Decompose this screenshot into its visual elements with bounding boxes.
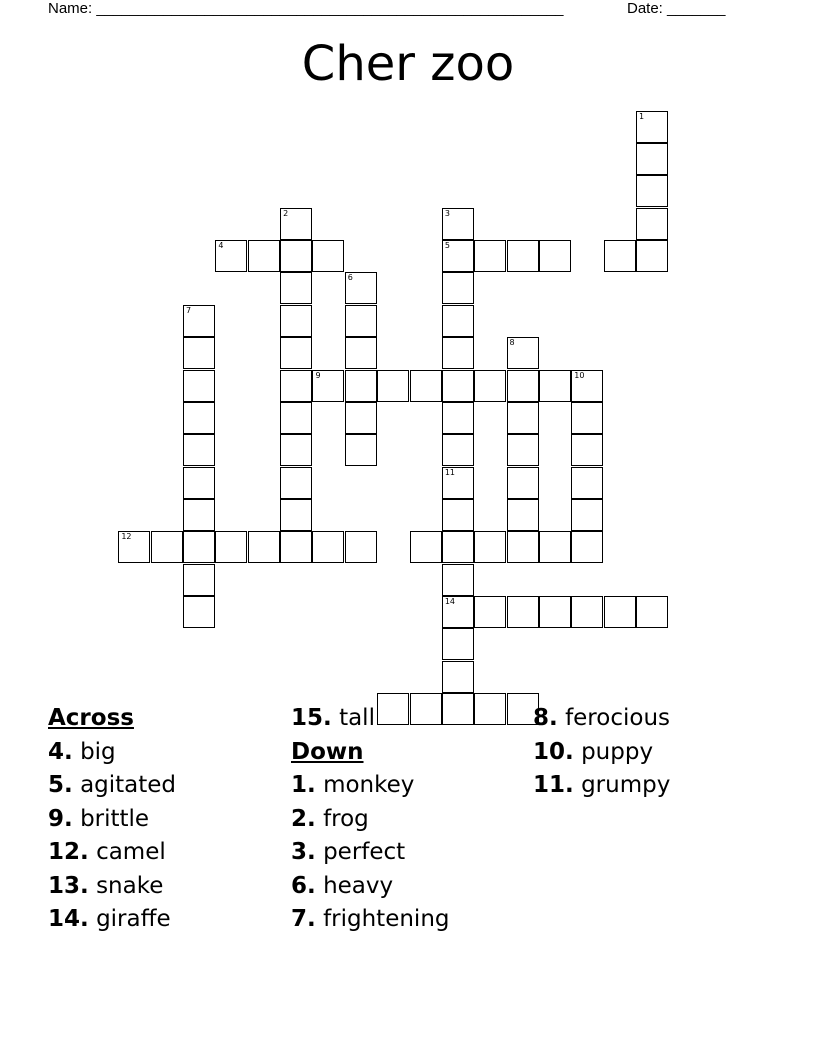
clue-number-label: 3 [444, 208, 450, 218]
crossword-cell [636, 175, 668, 207]
crossword-cell [442, 628, 474, 660]
clue-item [48, 903, 176, 937]
crossword-cell [151, 531, 183, 563]
page-title: Cher zoo [301, 36, 515, 92]
clue-item [291, 769, 450, 803]
clue-text: brittle [80, 805, 150, 832]
crossword-cell [507, 467, 539, 499]
crossword-cell [345, 531, 377, 563]
clue-item [291, 836, 450, 870]
crossword-cell [345, 272, 377, 304]
clue-text: grumpy [581, 772, 671, 798]
crossword-cell [280, 402, 312, 434]
clue-text: tall [339, 705, 375, 731]
crossword-cell [183, 531, 215, 563]
clue-text: big [80, 738, 116, 765]
crossword-cell [571, 402, 603, 434]
crossword-cell [248, 240, 280, 272]
crossword-cell [604, 240, 636, 272]
crossword-cell [474, 693, 506, 725]
clue-number: 1. [291, 772, 316, 798]
crossword-cell [312, 370, 344, 402]
clue-number: 4. [48, 738, 73, 765]
clue-text: camel [96, 839, 166, 865]
crossword-cell [183, 564, 215, 596]
across-heading: Across [48, 705, 134, 731]
crossword-cell [571, 434, 603, 466]
clue-number-label: 14 [444, 596, 456, 606]
clue-text: monkey [323, 772, 415, 798]
crossword-cell [539, 596, 571, 628]
clue-number-label: 2 [283, 208, 289, 218]
crossword-cell [442, 596, 474, 628]
clue-text: heavy [323, 872, 394, 899]
crossword-cell [636, 596, 668, 628]
crossword-cell [280, 370, 312, 402]
clue-number-label: 8 [509, 338, 515, 348]
clue-text: ferocious [565, 705, 670, 731]
crossword-cell [442, 499, 474, 531]
clue-number-label: 12 [121, 532, 132, 542]
crossword-cell [507, 240, 539, 272]
crossword-cell [183, 337, 215, 369]
crossword-cell [442, 337, 474, 369]
clue-text: puppy [581, 738, 654, 765]
crossword-cell [345, 305, 377, 337]
clue-number-label: 9 [315, 370, 321, 380]
crossword-cell [507, 434, 539, 466]
clue-number: 8. [533, 705, 558, 731]
crossword-cell [280, 272, 312, 304]
crossword-cell [507, 370, 539, 402]
clue-number: 7. [291, 906, 316, 932]
clue-text: agitated [80, 772, 177, 798]
crossword-cell [345, 434, 377, 466]
crossword-cell [474, 531, 506, 563]
clue-number: 6. [291, 872, 316, 899]
crossword-cell [183, 434, 215, 466]
clue-number-label: 4 [218, 241, 224, 251]
clue-number: 15. [291, 705, 332, 731]
clue-number: 12. [48, 839, 89, 865]
clue-item [48, 870, 176, 904]
clue-number: 3. [291, 839, 316, 865]
clue-column-1 [48, 702, 176, 937]
clue-text: frightening [323, 906, 450, 932]
clue-text: frog [323, 805, 369, 832]
crossword-cell [183, 596, 215, 628]
crossword-cell [345, 402, 377, 434]
crossword-cell [442, 208, 474, 240]
crossword-cell [571, 467, 603, 499]
crossword-cell [183, 370, 215, 402]
crossword-cell [410, 370, 442, 402]
crossword-cell [507, 337, 539, 369]
crossword-cell [539, 240, 571, 272]
clue-item [48, 836, 176, 870]
crossword-cell [183, 402, 215, 434]
crossword-cell [280, 531, 312, 563]
clue-item [48, 736, 176, 770]
crossword-cell [571, 596, 603, 628]
crossword-cell [442, 467, 474, 499]
crossword-cell [507, 402, 539, 434]
clue-item [533, 769, 670, 803]
clue-number: 5. [48, 772, 73, 798]
clue-number-label: 6 [347, 273, 353, 283]
crossword-cell [280, 208, 312, 240]
crossword-cell [442, 661, 474, 693]
crossword-cell [636, 111, 668, 143]
clue-item [48, 803, 176, 837]
clue-number-label: 10 [574, 370, 585, 380]
clue-number: 14. [48, 906, 89, 932]
crossword-cell [474, 240, 506, 272]
clue-item [48, 769, 176, 803]
crossword-cell [345, 370, 377, 402]
crossword-cell [636, 143, 668, 175]
crossword-cell [280, 467, 312, 499]
clue-number: 2. [291, 805, 316, 832]
date-field-label: Date: _______ [627, 0, 726, 17]
clue-text: perfect [323, 839, 406, 865]
clue-number: 10. [533, 738, 574, 765]
crossword-cell [636, 208, 668, 240]
crossword-cell [280, 240, 312, 272]
clue-item [533, 702, 670, 736]
name-field-label: Name: ________________________________________________________ [48, 0, 564, 17]
clue-item [291, 870, 450, 904]
clue-column-2 [291, 702, 450, 937]
crossword-cell [410, 531, 442, 563]
crossword-cell [442, 434, 474, 466]
clue-item [291, 903, 450, 937]
crossword-cell [280, 499, 312, 531]
clue-item [291, 803, 450, 837]
crossword-cell [507, 531, 539, 563]
crossword-cell [442, 272, 474, 304]
crossword-cell [183, 305, 215, 337]
crossword-cell [507, 596, 539, 628]
crossword-cell [280, 305, 312, 337]
clue-number-label: 7 [186, 305, 192, 315]
crossword-cell [604, 596, 636, 628]
crossword-cell [312, 240, 344, 272]
crossword-cell [442, 531, 474, 563]
crossword-cell [442, 402, 474, 434]
crossword-cell [571, 370, 603, 402]
clue-number-label: 11 [444, 467, 456, 477]
crossword-cell [442, 240, 474, 272]
down-heading: Down [291, 738, 364, 765]
clue-number: 13. [48, 872, 89, 899]
clue-number: 9. [48, 805, 73, 832]
crossword-cell [248, 531, 280, 563]
crossword-cell [312, 531, 344, 563]
crossword-cell [118, 531, 150, 563]
crossword-cell [442, 370, 474, 402]
crossword-cell [183, 467, 215, 499]
crossword-cell [571, 531, 603, 563]
crossword-cell [280, 434, 312, 466]
crossword-cell [507, 499, 539, 531]
crossword-cell [636, 240, 668, 272]
clue-column-3 [533, 702, 670, 803]
crossword-cell [442, 305, 474, 337]
crossword-cell [571, 499, 603, 531]
crossword-cell [539, 370, 571, 402]
clue-item [291, 702, 450, 736]
crossword-cell [474, 596, 506, 628]
clue-text: snake [96, 872, 164, 899]
crossword-cell [442, 564, 474, 596]
crossword-cell [280, 337, 312, 369]
crossword-cell [474, 370, 506, 402]
crossword-cell [345, 337, 377, 369]
clue-item [533, 736, 670, 770]
clue-number-label: 1 [638, 111, 645, 121]
crossword-cell [377, 370, 409, 402]
crossword-cell [539, 531, 571, 563]
crossword-cell [215, 531, 247, 563]
clue-text: giraffe [96, 906, 171, 932]
clue-number-label: 5 [444, 241, 450, 251]
clue-number: 11. [533, 772, 574, 798]
crossword-cell [215, 240, 247, 272]
crossword-cell [183, 499, 215, 531]
